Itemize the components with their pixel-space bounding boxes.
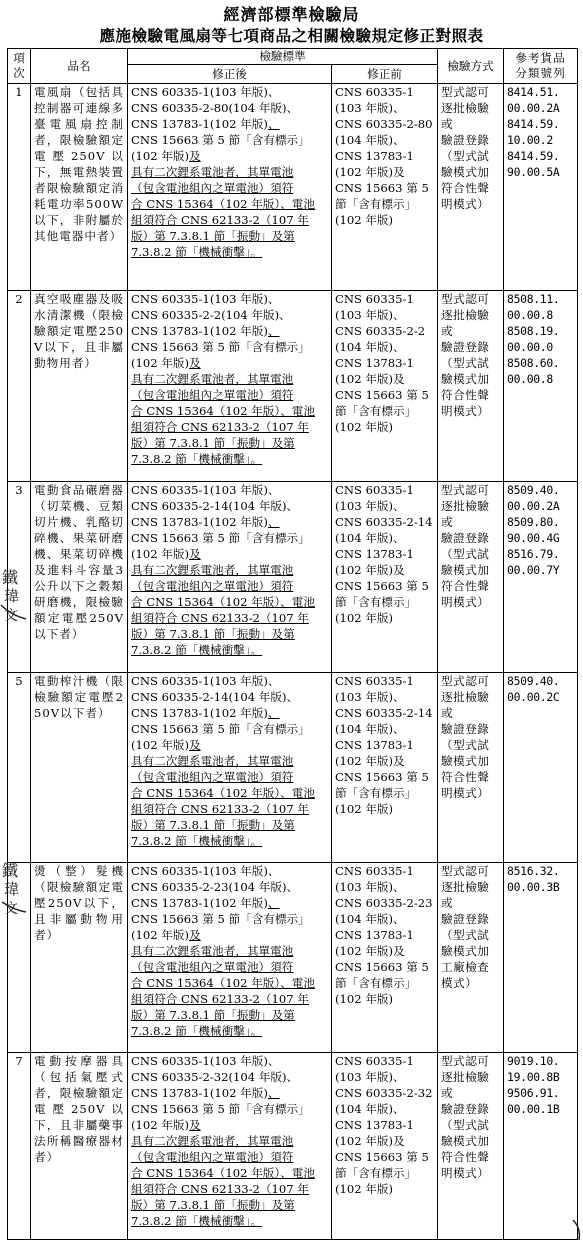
line: 組須符合 CNS 62133-2（107 年 (131, 420, 309, 434)
line: CNS 60335-2-2 (335, 324, 426, 338)
line: 組須符合 CNS 62133-2（107 年 (131, 992, 309, 1006)
line: 00.00.8 (507, 308, 553, 322)
standard-after (128, 863, 332, 1053)
line: CNS 13783-1 (335, 356, 414, 370)
line: （型式試 (441, 1118, 490, 1132)
svg-text:鐵: 鐵 (2, 861, 19, 880)
line: 8508.60. (507, 356, 560, 370)
line: 00.00.2C (507, 690, 560, 704)
line: 00.00.0 (507, 340, 553, 354)
line: (102 年版)及 (335, 372, 405, 386)
line: 明模式） (441, 595, 490, 609)
line: CNS 15663 第 5 (335, 1150, 429, 1164)
line: （包含電池組內之單電池）須符 (131, 388, 294, 402)
standard-before (332, 84, 438, 291)
line: (104 年版)、 (335, 1102, 405, 1116)
line: 驗模式加 (441, 1134, 490, 1148)
table-row (8, 84, 578, 291)
line: 節「含有標示」 (335, 197, 417, 211)
line: (103 年版)、 (335, 101, 405, 115)
line: 8414.59. (507, 117, 560, 131)
svg-text:鐵: 鐵 (2, 568, 19, 587)
line: 合 CNS 15364（102 年版）、電池 (131, 976, 315, 990)
line: 型式認可 (441, 292, 490, 306)
col-after: 修正後 (128, 65, 332, 84)
line: (102 年版)及 (131, 547, 201, 561)
line: 00.00.7Y (507, 563, 560, 577)
line: 或 (441, 896, 454, 910)
line: 具有二次鋰系電池者，其單電池 (131, 1134, 294, 1148)
line: (104 年版)、 (335, 722, 405, 736)
line: CNS 15663 第 5 (335, 579, 429, 593)
line: （包含電池組內之單電池）須符 (131, 579, 294, 593)
standard-before (332, 482, 438, 673)
item-number: 5 (8, 673, 31, 863)
inspection-method (438, 863, 504, 1053)
line: CNS 60335-1(103 年版)、 (131, 674, 280, 688)
line: CNS 13783-1 (335, 738, 414, 752)
table-row (8, 291, 578, 482)
line: CNS 13783-1(102 年版)、 (131, 706, 280, 720)
line: （包含電池組內之單電池）須符 (131, 960, 294, 974)
line: CNS 60335-2-80(104 年版)、 (131, 101, 299, 115)
line: CNS 60335-1 (335, 674, 414, 688)
line: 19.00.8B (507, 1070, 560, 1084)
line: 7.3.8.2 節「機械衝擊」。 (131, 643, 263, 657)
col-standard: 檢驗標準 (128, 49, 438, 65)
line: 7.3.8.2 節「機械衝擊」。 (131, 1214, 263, 1228)
line: 節「含有標示」 (335, 1166, 417, 1180)
svg-text:文: 文 (4, 901, 18, 917)
line: 驗證登錄 (441, 531, 490, 545)
line: CNS 15663 第 5 (335, 770, 429, 784)
line: 版）第 7.3.8.1 節「振動」及第 (131, 1008, 295, 1022)
standard-after (128, 1053, 332, 1240)
line: CNS 15663 第 5 節「含有標示」 (131, 340, 310, 354)
line: 明模式） (441, 404, 490, 418)
product-name: 電動榨汁機（限檢驗額定電壓250V以下者） (31, 673, 128, 863)
line: 明模式） (441, 197, 490, 211)
line: 或 (441, 324, 454, 338)
line: (103 年版)、 (335, 499, 405, 513)
line: CNS 60335-2-23 (335, 896, 433, 910)
svg-text:瑋: 瑋 (4, 587, 20, 605)
line: CNS 15663 第 5 節「含有標示」 (131, 133, 310, 147)
line: 組須符合 CNS 62133-2（107 年 (131, 213, 309, 227)
line: CNS 60335-1 (335, 292, 414, 306)
line: 型式認可 (441, 483, 490, 497)
line: 00.00.1B (507, 1102, 560, 1116)
line: (102 年版)及 (131, 928, 201, 942)
line: 逐批檢驗 (441, 101, 490, 115)
table-row (8, 482, 578, 673)
line: 逐批檢驗 (441, 1070, 490, 1084)
line: CNS 60335-1 (335, 1054, 414, 1068)
line: CNS 13783-1 (335, 1118, 414, 1132)
line: (103 年版)、 (335, 1070, 405, 1084)
tariff-code (504, 863, 578, 1053)
line: 8509.40. (507, 674, 560, 688)
inspection-method (438, 482, 504, 673)
line: (102 年版)及 (335, 165, 405, 179)
line: CNS 13783-1 (335, 547, 414, 561)
line: 逐批檢驗 (441, 499, 490, 513)
line: (102 年版) (335, 420, 394, 434)
product-name: 電動食品碾磨器（切菜機、豆類切片機、乳酪切碎機、果菜研磨機、果菜切碎機及進料斗容量3公升以下之穀類研磨機，限檢驗額定電壓250V以下者） (31, 482, 128, 673)
tariff-code (504, 482, 578, 673)
line: 具有二次鋰系電池者，其單電池 (131, 563, 294, 577)
line: CNS 13783-1(102 年版)、 (131, 896, 280, 910)
line: CNS 15663 第 5 (335, 181, 429, 195)
line: 00.00.2A (507, 499, 560, 513)
item-number: 1 (8, 84, 31, 291)
line: 節「含有標示」 (335, 595, 417, 609)
line: 8508.11. (507, 292, 560, 306)
line: 驗模式加 (441, 563, 490, 577)
col-name: 品名 (31, 49, 128, 84)
line: 合 CNS 15364（102 年版）、電池 (131, 197, 315, 211)
line: (103 年版)、 (335, 690, 405, 704)
product-name: 電動按摩器具（包括氣壓式者，限檢驗額定電壓250V以下，且非屬藥事法所稱醫療器材者） (31, 1053, 128, 1240)
line: 8414.51. (507, 85, 560, 99)
line: (102 年版)及 (131, 356, 201, 370)
line: CNS 15663 第 5 (335, 960, 429, 974)
line: CNS 13783-1(102 年版)、 (131, 324, 280, 338)
line: CNS 60335-2-80 (335, 117, 433, 131)
line: (102 年版)及 (335, 563, 405, 577)
line: CNS 60335-2-14 (335, 706, 433, 720)
line: CNS 60335-1(103 年版)、 (131, 864, 280, 878)
line: CNS 60335-1 (335, 864, 414, 878)
line: 符合性聲 (441, 1150, 490, 1164)
line: 驗模式加 (441, 944, 490, 958)
line: 合 CNS 15364（102 年版）、電池 (131, 595, 315, 609)
col-method: 檢驗方式 (438, 49, 504, 84)
line: 明模式） (441, 786, 490, 800)
line: 具有二次鋰系電池者，其單電池 (131, 754, 294, 768)
document-title: 應施檢驗電風扇等七項商品之相關檢驗規定修正對照表 (99, 26, 484, 45)
col-before: 修正前 (332, 65, 438, 84)
line: CNS 13783-1(102 年版)、 (131, 1086, 280, 1100)
line: 明模式） (441, 1166, 490, 1180)
line: CNS 13783-1(102 年版)、 (131, 117, 280, 131)
line: 8509.40. (507, 483, 560, 497)
line: 符合性聲 (441, 770, 490, 784)
line: CNS 60335-1(103 年版)、 (131, 483, 280, 497)
line: CNS 60335-2-32 (335, 1086, 433, 1100)
line: 或 (441, 117, 454, 131)
item-number: 2 (8, 291, 31, 482)
tariff-code (504, 291, 578, 482)
tariff-code (504, 1053, 578, 1240)
line: 型式認可 (441, 1054, 490, 1068)
line: 具有二次鋰系電池者，其單電池 (131, 944, 294, 958)
line: 90.00.4G (507, 531, 560, 545)
line: 合 CNS 15364（102 年版）、電池 (131, 786, 315, 800)
line: 9506.91. (507, 1086, 560, 1100)
line: CNS 15663 第 5 節「含有標示」 (131, 722, 310, 736)
line: 版）第 7.3.8.1 節「振動」及第 (131, 627, 295, 641)
line: 驗證登錄 (441, 722, 490, 736)
line: (102 年版) (335, 611, 394, 625)
line: 8508.19. (507, 324, 560, 338)
line: CNS 15663 第 5 節「含有標示」 (131, 531, 310, 545)
item-number: 7 (8, 1053, 31, 1240)
table-row (8, 1053, 578, 1240)
line: （型式試 (441, 356, 490, 370)
svg-text:文: 文 (4, 608, 18, 624)
item-number: 3 (8, 482, 31, 673)
col-item: 項次 (8, 49, 31, 84)
line: CNS 60335-1 (335, 85, 414, 99)
inspection-method (438, 84, 504, 291)
standard-after (128, 291, 332, 482)
line: (102 年版)及 (335, 1134, 405, 1148)
svg-text:瑋: 瑋 (4, 880, 20, 898)
line: (103 年版)、 (335, 308, 405, 322)
line: (102 年版) (335, 1182, 394, 1196)
line: (104 年版)、 (335, 340, 405, 354)
line: 10.00.2 (507, 133, 553, 147)
line: CNS 15663 第 5 節「含有標示」 (131, 1102, 310, 1116)
line: （包含電池組內之單電池）須符 (131, 181, 294, 195)
standard-before (332, 1053, 438, 1240)
product-name: 燙（整）髮機（限檢驗額定電壓250V以下，且非屬動物用者） (31, 863, 128, 1053)
tariff-code (504, 673, 578, 863)
line: (102 年版)及 (335, 754, 405, 768)
tariff-code (504, 84, 578, 291)
line: 逐批檢驗 (441, 880, 490, 894)
line: (103 年版)、 (335, 880, 405, 894)
line: （包含電池組內之單電池）須符 (131, 1150, 294, 1164)
line: 或 (441, 1086, 454, 1100)
line: (104 年版)、 (335, 133, 405, 147)
seal-stamp-2 (0, 858, 30, 918)
line: 節「含有標示」 (335, 976, 417, 990)
line: CNS 15663 第 5 節「含有標示」 (131, 912, 310, 926)
standard-before (332, 863, 438, 1053)
line: CNS 60335-1(103 年版)、 (131, 1054, 280, 1068)
standard-before (332, 673, 438, 863)
line: 或 (441, 706, 454, 720)
line: 8516.79. (507, 547, 560, 561)
line: (102 年版)及 (131, 149, 201, 163)
line: (102 年版) (335, 802, 394, 816)
line: 驗證登錄 (441, 340, 490, 354)
line: CNS 13783-1 (335, 149, 414, 163)
line: 節「含有標示」 (335, 786, 417, 800)
line: 型式認可 (441, 85, 490, 99)
line: 7.3.8.2 節「機械衝擊」。 (131, 1024, 263, 1038)
line: 組須符合 CNS 62133-2（107 年 (131, 802, 309, 816)
line: CNS 60335-2-14(104 年版)、 (131, 499, 299, 513)
line: 版）第 7.3.8.1 節「振動」及第 (131, 436, 295, 450)
line: 組須符合 CNS 62133-2（107 年 (131, 1182, 309, 1196)
line: 節「含有標示」 (335, 404, 417, 418)
comparison-table (7, 48, 578, 1240)
line: 8414.59. (507, 149, 560, 163)
table-row (8, 863, 578, 1053)
line: 驗證登錄 (441, 912, 490, 926)
line: (104 年版)、 (335, 531, 405, 545)
line: 符合性聲 (441, 181, 490, 195)
product-name: 電風扇（包括具控制器可連線多臺電風扇控制者，限檢驗額定電壓250V以下，無電熱裝置者限檢驗額定消耗電功率500W以下，非附屬於其他電器中者） (31, 84, 128, 291)
line: 7.3.8.2 節「機械衝擊」。 (131, 452, 263, 466)
line: 符合性聲 (441, 388, 490, 402)
line: 合 CNS 15364（102 年版）、電池 (131, 404, 315, 418)
line: (104 年版)、 (335, 912, 405, 926)
line: （型式試 (441, 928, 490, 942)
line: CNS 15663 第 5 (335, 388, 429, 402)
line: 或 (441, 515, 454, 529)
standard-after (128, 673, 332, 863)
line: (102 年版)及 (131, 738, 201, 752)
line: （型式試 (441, 149, 490, 163)
line: CNS 60335-1(103 年版)、 (131, 292, 280, 306)
line: 型式認可 (441, 864, 490, 878)
line: （型式試 (441, 547, 490, 561)
line: (102 年版)及 (131, 1118, 201, 1132)
line: 驗證登錄 (441, 133, 490, 147)
line: CNS 13783-1(102 年版)、 (131, 515, 280, 529)
line: （型式試 (441, 738, 490, 752)
line: 8509.80. (507, 515, 560, 529)
line: 驗模式加 (441, 754, 490, 768)
line: 模式） (441, 976, 478, 990)
line: 8516.32. (507, 864, 560, 878)
standard-after (128, 84, 332, 291)
line: (102 年版) (335, 213, 394, 227)
inspection-method (438, 291, 504, 482)
line: CNS 60335-2-32(104 年版)、 (131, 1070, 299, 1084)
line: 90.00.5A (507, 165, 560, 179)
line: 驗模式加 (441, 372, 490, 386)
line: 逐批檢驗 (441, 308, 490, 322)
standard-before (332, 291, 438, 482)
line: (102 年版) (335, 992, 394, 1006)
standard-after (128, 482, 332, 673)
line: 組須符合 CNS 62133-2（107 年 (131, 611, 309, 625)
line: 工廠檢查 (441, 960, 490, 974)
agency-title: 經濟部標準檢驗局 (223, 5, 360, 24)
line: 00.00.2A (507, 101, 560, 115)
line: 00.00.8 (507, 372, 553, 386)
line: CNS 60335-2-14 (335, 515, 433, 529)
product-name: 真空吸塵器及吸水清潔機（限檢驗額定電壓250V以下，且非屬動物用者） (31, 291, 128, 482)
line: 7.3.8.2 節「機械衝擊」。 (131, 245, 263, 259)
line: 型式認可 (441, 674, 490, 688)
line: CNS 60335-1(103 年版)、 (131, 85, 280, 99)
line: 具有二次鋰系電池者，其單電池 (131, 165, 294, 179)
line: 驗模式加 (441, 165, 490, 179)
line: CNS 60335-2-2(104 年版)、 (131, 308, 291, 322)
line: 00.00.3B (507, 880, 560, 894)
line: 符合性聲 (441, 579, 490, 593)
line: 版）第 7.3.8.1 節「振動」及第 (131, 1198, 295, 1212)
line: CNS 13783-1 (335, 928, 414, 942)
inspection-method (438, 1053, 504, 1240)
line: 版）第 7.3.8.1 節「振動」及第 (131, 229, 295, 243)
inspection-method (438, 673, 504, 863)
line: CNS 60335-2-23(104 年版)、 (131, 880, 299, 894)
col-code: 參考貨品分類號列 (504, 49, 578, 84)
line: 合 CNS 15364（102 年版）、電池 (131, 1166, 315, 1180)
line: 逐批檢驗 (441, 690, 490, 704)
line: 9019.10. (507, 1054, 560, 1068)
line: CNS 60335-2-14(104 年版)、 (131, 690, 299, 704)
line: （包含電池組內之單電池）須符 (131, 770, 294, 784)
edge-mark (571, 1218, 583, 1248)
line: (102 年版)及 (335, 944, 405, 958)
line: 版）第 7.3.8.1 節「振動」及第 (131, 818, 295, 832)
line: 7.3.8.2 節「機械衝擊」。 (131, 834, 263, 848)
line: 具有二次鋰系電池者，其單電池 (131, 372, 294, 386)
line: 驗證登錄 (441, 1102, 490, 1116)
table-row (8, 673, 578, 863)
line: CNS 60335-1 (335, 483, 414, 497)
seal-stamp (0, 565, 30, 625)
